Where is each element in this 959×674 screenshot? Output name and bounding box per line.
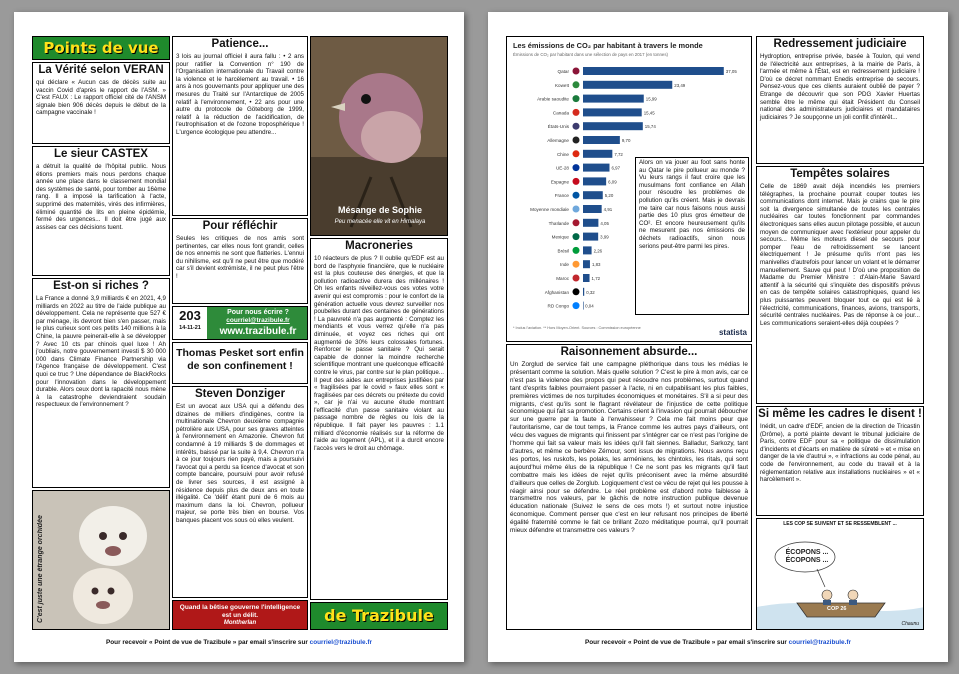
category-label: Allemagne	[547, 138, 569, 143]
website-link[interactable]: www.trazibule.fr	[219, 326, 297, 337]
article-reflechir	[172, 218, 308, 304]
country-flag-icon	[573, 137, 580, 144]
monkey-orchid-photo	[32, 490, 170, 630]
value-label: 0,04	[585, 303, 594, 309]
article-title: Patience...	[211, 38, 269, 50]
bar	[583, 302, 584, 310]
article-body: La France a donné 3,9 milliards € en 2021, 4,9 milliards en 2022 au titre de l'aide publique au développement. Cela ne représente que 527 € par ménage, ils devront bien s'en passer, mais le plus curieux sont ces petits 140 millions à la Chine, la pauvre peinerait-elle à se développer ? Avec 10 cts par chinois quel luxe ! Ah j'oubliais, notre gouvernement investi $ 30 000 000 dans Climate Finance Partnership via l'Agence française de développement. C'est quoi ce truc ? Une dépendance de BlackRocks pour l'innovation dans le développement durable. Alors ceux dont la rapacité nous mène à la catastrophe deviendraient soudain respectueux de l'environnement ?	[36, 295, 166, 409]
column-right	[756, 36, 924, 630]
category-label: UE-28	[555, 165, 569, 171]
bar	[583, 108, 642, 116]
bar	[583, 246, 592, 254]
bar	[583, 164, 609, 172]
column-right	[310, 36, 448, 630]
value-label: 7,72	[614, 151, 623, 157]
article-title: Macroneries	[345, 240, 413, 252]
article-title: Tempêtes solaires	[790, 168, 890, 180]
value-label: 2,26	[593, 248, 603, 254]
issue-number-block	[173, 307, 207, 340]
article-title: Pour réfléchir	[202, 220, 278, 232]
chart-brand: statista	[718, 328, 747, 337]
bar	[583, 274, 590, 282]
article-tempetes	[756, 166, 924, 404]
category-label: Canada	[552, 110, 569, 116]
article-body: Hydroption, entreprise privée, basée à Toulon, qui vend de l'électricité aux entreprises, à la mairie de Paris, à l'armée et même à l'État, est en redressement judiciaire ! D'où ce décret nommant Enedis entreprise de secours. Pensez-vous que ces clients auraient oublié de payer ? Etrange de découvrir que son PDG Xavier Huertas semble être le même qui était Président du Conseil national des administrateurs judiciaires et mandataires judiciaires ? Je soupçonne un joli conflit d'intérêt...	[760, 53, 920, 121]
contact-email-link[interactable]: courriel@trazibule.fr	[226, 317, 290, 324]
article-cadres	[756, 406, 924, 516]
category-label: Moyenne mondiale	[530, 207, 569, 212]
cartoon-caption: LES COP SE SUIVENT ET SE RESSEMBLENT ...	[783, 521, 897, 527]
category-label: Afghanistan	[544, 289, 569, 295]
footer	[14, 639, 464, 646]
cartoon-speech: ÉCOPONS ... ÉCOPONS ...	[785, 549, 829, 564]
cartoon-signature: Chaunu	[901, 621, 919, 627]
category-label: États-Unis	[547, 124, 569, 130]
bar	[583, 136, 620, 144]
value-label: 0,32	[586, 289, 595, 295]
article-body: 10 réacteurs de plus ? Il oublie qu'EDF est au bord de l'asphyxie financière, que le nucléaire est la plus couteuse des énergies, et que la pollution radioactive durera des millénaires ! Oh les enfants réveillez-vous ces votes votre avenir qui est compromis : pour le confort de la génération actuelle vous devrez surveiller nos poubelles durant des centaines de générations ! La pauvreté n'a pas augmenté : Comptez les mendiants et vous verrez qu'elle n'a pas diminuée, et voyez ces riches qui ont augmenté de 30% leurs colossales fortunes. Renforcer le passe sanitaire ? Qui serait capable de donner la moindre recherche scientifique montrant une quelconque efficacité contre le virus, par contre sur le plan politique... Il peut des aides aux entreprises justifiées par « fragilisées par le covid » faux elles sont « fragilisées par ces décrets ou prétexte du covid », car je n'ai vu aucune étude montrant l'efficacité d'un passe sanitaire violant au passage nombre de règles ou lois de la république. Il fait payer les pauvres : 1.1 milliard d'économie réalisés sur la réforme de l'aide au logement (APL), et il a durcit encore l'accès vers le droit au chômage.	[314, 255, 445, 452]
bar	[583, 219, 598, 227]
category-label: Mexique	[551, 234, 569, 240]
article-macroneries	[310, 238, 448, 600]
value-label: 9,70	[621, 138, 631, 143]
footer-text: Pour recevoir « Point de vue de Trazibule » par email s'inscrire sur	[585, 639, 787, 646]
article-body: 3 lois au journal officiel il aura fallu : • 2 ans pour ratifier la Convention n° 190 de l'Organisation internationale du Travail contre la violence et le harcèlement au travail. • 16 ans à nos gouvernants pour appliquer une des mesures du Traité sur l'Antarctique de 2005 relatif à l'environnement, • 22 ans pour une autre du protocole de Göteborg de 1999, relatif à la réduction de l'acidification, de l'eutrophisation et de l'ozone troposphérique ! L'urgence écologique peu attendre...	[176, 53, 304, 136]
footer	[488, 639, 948, 646]
value-label: 15,74	[644, 124, 656, 130]
article-pesket	[172, 342, 308, 384]
value-label: 15,45	[643, 110, 655, 116]
chart-source: * Inclus l'aviation. ** Hors Moyen-Orient. Sources : Commission européenne	[513, 326, 641, 330]
value-label: 4,91	[603, 207, 613, 212]
article-donziger	[172, 386, 308, 598]
logo-points-de-vue: Points de vue	[32, 36, 170, 60]
article-title: Steven Donziger	[194, 388, 286, 400]
chart-subtitle: Émissions de CO₂ par habitant dans une sélection de pays en 2017 (en tonnes)	[513, 52, 668, 57]
orchid-caption: C'est juste une étrange orchidée	[37, 515, 44, 623]
article-body: Inédit, un cadre d'EDF, ancien de la direction de Tricastin (Drôme), a porté plainte devant le tribunal judiciaire de Paris, contre EDF pour sa « politique de dissimulation d'incidents et d'écarts en matière de sûreté » et « mise en danger de la vie d'autrui », « infractions au code pénal, au code de l'environnement, au code du travail et à la réglementation relative aux installations nucléaires » et « harcèlement ».	[760, 423, 920, 484]
quote-author: Montherlan	[223, 620, 257, 626]
left-page	[14, 12, 464, 662]
article-title: Raisonnement absurde...	[560, 346, 698, 358]
cartoon	[756, 518, 924, 630]
footer-email-link[interactable]: courriel@trazibule.fr	[788, 639, 851, 646]
article-title: Si même les cadres le disent !	[758, 408, 922, 420]
category-label: Espagne	[550, 179, 569, 185]
footer-email-link[interactable]: courriel@trazibule.fr	[309, 639, 372, 646]
country-flag-icon	[573, 109, 580, 116]
category-label: Thaïlande	[548, 220, 569, 226]
category-label: Koweït	[554, 82, 569, 88]
bar	[583, 150, 612, 158]
article-title: Le sieur CASTEX	[54, 148, 148, 160]
article-verite	[32, 62, 170, 144]
article-body: Un Zorglud de service fait une campagne pléthorique dans tous les médias le présentant comme la solution. Mais quelle solution ? C'est le pire à mon avis, car ce n'est pas la violence des propos qui peut résoudre nos problèmes, surtout quand tant d'esprits faibles pourraient passer à l'acte, ni en culpabilisant les plus faibles, premières victimes de nos turpitudes économiques et monétaires. S'il a si peur des migrants, c'est qu'ils sont le flagrant révélateur de l'injustice de cette politique économique qui fait sa promotion. Certains crient à l'invasion qui pourrait déboucher sur une guerre par la faute à l'envahisseur ? Cela me fait moins peur que l'autoritarisme, car de tout temps, la France comme les autres pays d'ailleurs, ont vécu des vagues de migrants qui finissent par s'intégrer car ce n'est pas l'origine de l'homme qui fait sa valeur mais les idées qu'il fait siennes. Balladur, Sarkozy, tant d'autres, et même ce berbère Zémour, sont issus de migrations. Nous avons reçu les portos, les ruskofs, les polaks, les arméniens, les chintoks, les ritals, qui sont aujourd'hui même élus de la république ! Ce ne sont pas les migrants qu'il faut combattre mais les idées de rejet qu'ils préconisent avec la même absurdité d'ailleurs que celles de Zorglub. Logiquement c'est ce vécu de rejet qui les pousse à réagir ainsi pour se défendre. Le réel problème est d'abord notre faiblesse à transmettre nos valeurs, par le gâchis de notre instruction publique devenue éducation nationale (Suivez le sens de ces mots !) et surtout notre injustice économique. Comment penser que c'est en leur refusant nos principes de liberté égalité fraternité comme le fait ce brillant Zozo méditatique pourrai, qu'il pourrait mieux défendre et transmettre ces valeurs ?	[510, 361, 748, 535]
value-label: 6,97	[611, 165, 621, 171]
bar	[583, 177, 606, 185]
bar	[583, 288, 584, 296]
bar	[583, 260, 590, 268]
country-flag-icon	[573, 233, 580, 240]
column-middle	[172, 36, 308, 630]
article-absurde	[506, 344, 752, 630]
article-body: qui déclare « Aucun cas de décès suite au vaccin Covid d'après le rapport de l'ASM. » C'est FAUX : Le rapport officiel cité de l'ANSM signale bien 906 décès depuis le début de la campagne vaccinale !	[36, 79, 166, 117]
article-body: Est un avocat aux USA qui a défendu des dizaines de milliers d'indigènes, contre la multinationale Chevron deuxième compagnie pétrolière aux USA, pour ses graves atteintes à l'environnement en Amazonie. Chevron fut condamné à 19 milliards $ de dommages et intérêts, baissé par la suite à 9,4. Chevron n'a à ce jour toujours rien payé, mais a poursuivi l'avocat qui a perdu sa licence d'avocat et son compte bancaire, poursuivi pour avoir refusé de livrer ses sources, il est assigné à résidence depuis plus de deux ans en toute illégalité. Ce 'délit' étant puni de 6 mois au maximum dans la loi. Chevron, pollueur majeur, se porte très bien en bourse. Vos banques placent vos sous où elles veulent.	[176, 403, 304, 524]
issue-date: 14-11-21	[179, 325, 201, 331]
article-redressement	[756, 36, 924, 164]
cartoon-boat-label: COP 26	[827, 606, 847, 612]
bar	[583, 95, 644, 103]
category-label: Maroc	[556, 276, 569, 281]
value-label: 3,99	[600, 234, 609, 240]
chart-panel	[506, 36, 752, 342]
article-body: Seules les critiques de nos amis sont pertinentes, car elles nous font grandir, celles de nos ennemis ne sont que flatteries. L'ennui du nihilisme, est qu'il ne peut être que modéré car s'il devient extrémiste, il ne peut plus l'être !	[176, 235, 304, 280]
value-label: 1,83	[591, 262, 601, 268]
category-label: Brésil	[557, 248, 569, 254]
value-label: 15,99	[645, 96, 657, 102]
value-label: 37,05	[725, 69, 737, 74]
country-flag-icon	[573, 275, 580, 282]
country-flag-icon	[573, 150, 580, 157]
bird-caption-title: Mésange de Sophie	[337, 205, 423, 215]
value-label: 23,49	[674, 82, 686, 88]
bar	[583, 67, 724, 75]
category-label: Chine	[556, 151, 569, 157]
category-label: RD Congo	[547, 303, 569, 309]
article-title: Est-on si riches ?	[53, 280, 149, 292]
country-flag-icon	[573, 178, 580, 185]
country-flag-icon	[573, 288, 580, 295]
article-body: Celle de 1869 avait déjà incendiés les premiers télégraphes, la prochaine pourrait couper toutes les communications dont internet. Mais je crains que le pire soit la divergence simultanée de toutes les centrales nucléaires car toutes fonctionnent par commandes électroniques sans elles aucun pilotage possible, et aucun moyen de communiquer avec l'extérieur pour appeler du secours... Même les moteurs diesel de secours pour pomper l'eau de refroidissement se lancent électriquement ! Je présume qu'ils n'ont pas les manivelles d'autrefois pour lancer un volant et le démarrer manuellement. Sauve qui peut ! D'où une proposition de Madame du Premier Ministre : d'Alain-Marie Savard attentif à la sécurité qui s'inquiète des dispositifs prévus en cas de tempête solaires catastrophiques, quand les plus puissantes peuvent bloquer tout ce qui est lié à l'électricité, communications, finances, avions, transports, sécurité centrales nucléaires. Pas de réponse à ce jour... Les communications seraient-elles déjà coupées ?	[760, 183, 920, 327]
quote-box	[172, 600, 308, 630]
value-label: 4,05	[600, 220, 609, 226]
quote-text: Quand la bêtise gouverne l'intelligence est un délit.	[179, 604, 301, 619]
bar	[583, 122, 643, 130]
contact-block	[207, 307, 308, 340]
country-flag-icon	[573, 206, 580, 213]
country-flag-icon	[573, 247, 580, 254]
bar	[583, 205, 602, 213]
category-label: Arabie saoudite	[537, 96, 569, 102]
chart-note-body: Alors on va jouer au foot sans honte au Qatar le pire pollueur au monde ? Vu leurs rangs il faut croire que les musulmans font confiance en Allah pour résoudre les problèmes de pollution qu'ils créent. Mais je devrais me taire car nous faisons nous aussi partie des 10 plus gros émetteur de CO². Et encore heureusement qu'ils ne mesurent pas nos émissions de déchets radioactifs, sinon nous serions peut-être parmi les pires.	[639, 159, 745, 250]
country-flag-icon	[573, 261, 580, 268]
category-label: Inde	[560, 262, 569, 268]
country-flag-icon	[573, 81, 580, 88]
footer-text: Pour recevoir « Point de vue de Trazibule » par email s'inscrire sur	[106, 639, 308, 646]
cartoon-drawing	[757, 529, 924, 629]
article-riches	[32, 278, 170, 488]
article-title: Redressement judiciaire	[773, 38, 907, 50]
country-flag-icon	[573, 302, 580, 309]
category-label: Qatar	[557, 69, 569, 74]
value-label: 6,09	[608, 179, 617, 185]
value-label: 1,72	[591, 276, 601, 281]
bird-photo	[310, 36, 448, 236]
chart-title: Les émissions de CO₂ par habitant à travers le monde	[513, 41, 703, 50]
right-page	[488, 12, 948, 662]
bird-caption-sub: Peu menacée elle vit en Himalaya	[334, 219, 426, 225]
orchid-image	[33, 491, 170, 630]
contact-label: Pour nous écrire ?	[227, 309, 289, 316]
country-flag-icon	[573, 219, 580, 226]
country-flag-icon	[573, 123, 580, 130]
bar	[583, 233, 598, 241]
country-flag-icon	[573, 192, 580, 199]
country-flag-icon	[573, 68, 580, 75]
article-body: a détruit la qualité de l'hôpital public. Nous étions premiers mais nous perdons chaque année une place dans le classement mondial des systèmes de santé, pour tomber au 16ème rang. Il a imposé la tarification à l'acte, supprimé des maternités, virés des infirmières, éliminé quantité de lits en pleine épidémie, fermé des urgences... Il doit être jugé aux assises car ces décisions tuent.	[36, 163, 166, 231]
chart-note	[635, 157, 749, 315]
issue-banner	[172, 306, 308, 340]
article-castex	[32, 146, 170, 276]
article-patience	[172, 36, 308, 216]
bar	[583, 81, 672, 89]
bar	[583, 191, 603, 199]
country-flag-icon	[573, 95, 580, 102]
category-label: France	[554, 193, 569, 199]
country-flag-icon	[573, 164, 580, 171]
issue-number: 203	[179, 308, 201, 323]
article-title: Thomas Pesket sort enfin de son confinement !	[176, 347, 304, 372]
value-label: 5,20	[604, 193, 614, 199]
brand-trazibule: de Trazibule	[310, 602, 448, 630]
column-left	[32, 36, 170, 630]
article-title: La Vérité selon VERAN	[38, 64, 164, 76]
